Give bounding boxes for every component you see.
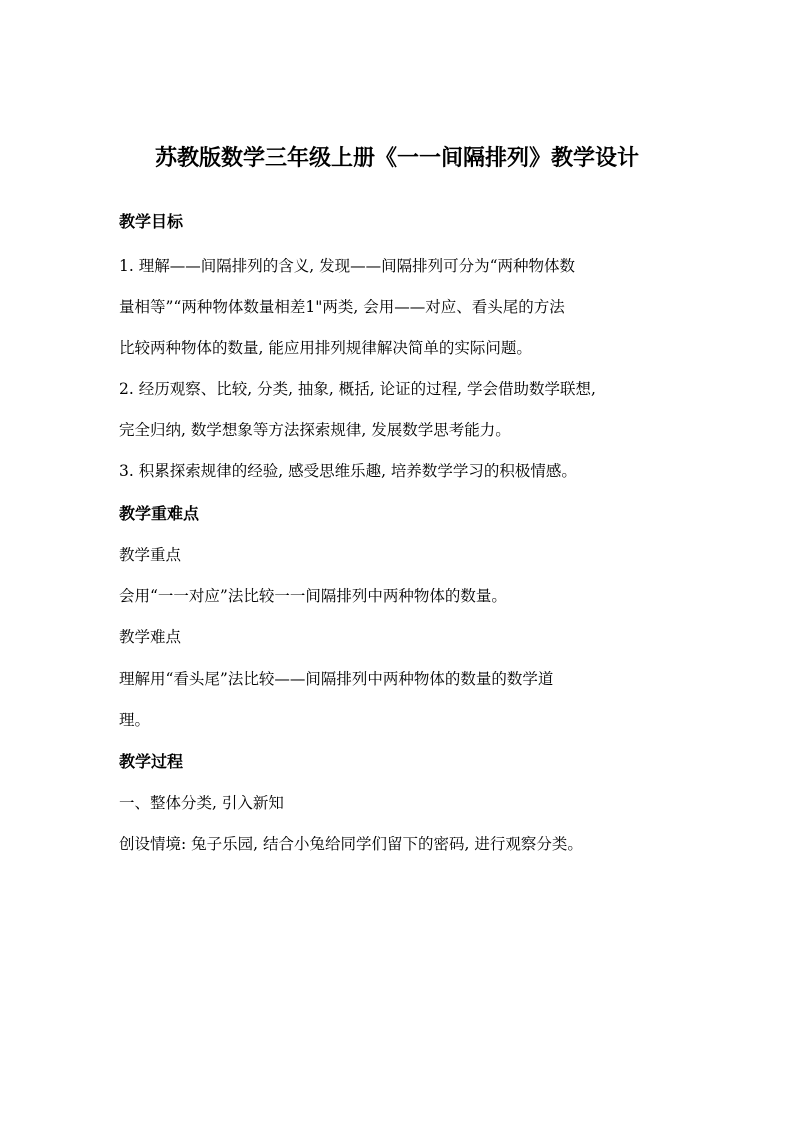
section-heading-process: 教学过程 [119, 752, 184, 771]
subheading-key-point: 教学重点 [119, 546, 182, 564]
objective-2-line-1: 2. 经历观察、比较, 分类, 抽象, 概括, 论证的过程, 学会借助数学联想, [119, 380, 596, 398]
document-title: 苏教版数学三年级上册《一一间隔排列》教学设计 [154, 145, 639, 171]
section-heading-key-points: 教学重难点 [119, 504, 200, 523]
key-point-line-1: 会用“一一对应”法比较一一间隔排列中两种物体的数量。 [119, 587, 507, 605]
objective-1-line-2: 量相等”“两种物体数量相差1"两类, 会用——对应、看头尾的方法 [119, 298, 565, 316]
subheading-process-step-1: 一、整体分类, 引入新知 [119, 794, 284, 812]
objective-3-line-1: 3. 积累探索规律的经验, 感受思维乐趣, 培养数学学习的积极情感。 [119, 462, 577, 480]
subheading-difficulty: 教学难点 [119, 628, 182, 646]
objective-2-line-2: 完全归纳, 数学想象等方法探索规律, 发展数学思考能力。 [119, 421, 511, 439]
section-heading-objectives: 教学目标 [119, 212, 184, 231]
objective-1-line-3: 比较两种物体的数量, 能应用排列规律解决简单的实际问题。 [119, 339, 532, 357]
difficulty-line-2: 理。 [119, 711, 151, 729]
difficulty-line-1: 理解用“看头尾”法比较——间隔排列中两种物体的数量的数学道 [119, 670, 554, 688]
objective-1-line-1: 1. 理解——间隔排列的含义, 发现——间隔排列可分为“两种物体数 [119, 257, 575, 275]
process-step-1-line-1: 创设情境: 兔子乐园, 结合小兔给同学们留下的密码, 进行观察分类。 [119, 835, 583, 853]
